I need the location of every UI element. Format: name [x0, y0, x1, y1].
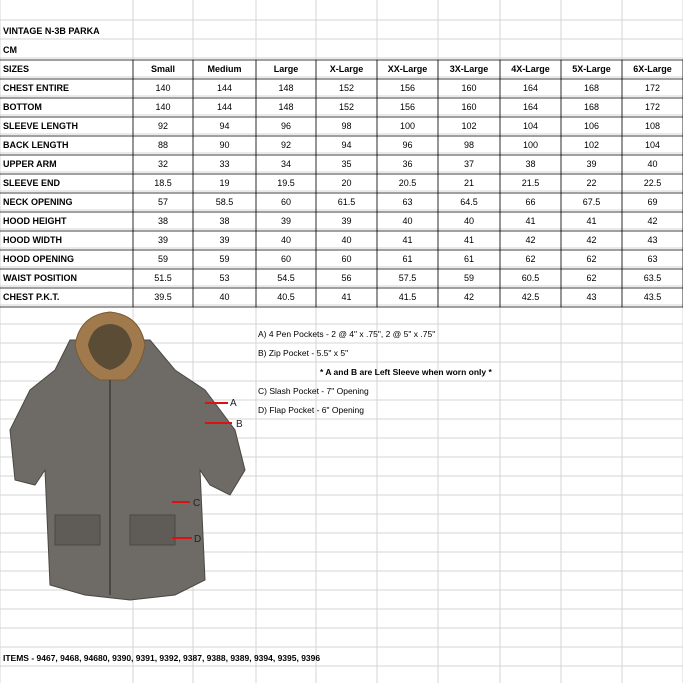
size-header: 6X-Large: [633, 64, 672, 74]
table-cell: 106: [583, 121, 600, 131]
row-label: UPPER ARM: [3, 159, 57, 169]
table-cell: 148: [278, 83, 294, 93]
row-label: HOOD OPENING: [3, 254, 75, 264]
table-cell: 57: [157, 197, 168, 207]
table-cell: 43.5: [643, 292, 662, 302]
table-cell: 57.5: [398, 273, 417, 283]
table-cell: 67.5: [582, 197, 601, 207]
table-cell: 140: [155, 83, 171, 93]
callout-b: B: [236, 419, 243, 430]
table-cell: 39: [586, 159, 597, 169]
row-label: HOOD WIDTH: [3, 235, 62, 245]
table-cell: 36: [402, 159, 413, 169]
table-cell: 62: [586, 273, 597, 283]
note-c: C) Slash Pocket - 7" Opening: [258, 386, 369, 396]
table-cell: 40: [463, 216, 474, 226]
size-header: 5X-Large: [572, 64, 611, 74]
table-cell: 144: [216, 83, 233, 93]
table-cell: 164: [522, 102, 539, 112]
row-label: SLEEVE LENGTH: [3, 121, 79, 131]
table-cell: 39: [280, 216, 291, 226]
table-cell: 104: [522, 121, 539, 131]
table-cell: 42: [586, 235, 597, 245]
row-label: BACK LENGTH: [3, 140, 69, 150]
row-label: BOTTOM: [3, 102, 42, 112]
callout-d: D: [194, 534, 202, 545]
table-cell: 160: [461, 83, 477, 93]
table-cell: 22: [586, 178, 597, 188]
table-cell: 96: [280, 121, 291, 131]
note-d: D) Flap Pocket - 6" Opening: [258, 405, 365, 415]
table-cell: 20.5: [398, 178, 417, 188]
row-label: CHEST P.K.T.: [3, 292, 60, 302]
table-cell: 160: [461, 102, 477, 112]
table-cell: 51.5: [154, 273, 172, 283]
table-cell: 42: [647, 216, 658, 226]
table-cell: 148: [278, 102, 294, 112]
table-cell: 64.5: [460, 197, 478, 207]
table-cell: 63: [402, 197, 413, 207]
table-cell: 62: [525, 254, 536, 264]
table-cell: 38: [219, 216, 230, 226]
table-cell: 33: [219, 159, 230, 169]
table-cell: 41: [402, 235, 413, 245]
note-ab: * A and B are Left Sleeve when worn only *: [320, 367, 492, 377]
table-cell: 53: [219, 273, 230, 283]
table-cell: 92: [157, 121, 168, 131]
table-cell: 41: [586, 216, 597, 226]
table-cell: 62: [586, 254, 597, 264]
table-cell: 38: [525, 159, 536, 169]
table-cell: 38: [157, 216, 168, 226]
table-cell: 32: [157, 159, 168, 169]
table-cell: 41: [525, 216, 536, 226]
table-cell: 39.5: [154, 292, 172, 302]
table-cell: 63.5: [643, 273, 662, 283]
table-cell: 39: [157, 235, 168, 245]
callout-c: C: [193, 498, 201, 509]
note-a: A) 4 Pen Pockets - 2 @ 4" x .75", 2 @ 5" x .75": [258, 329, 436, 339]
table-cell: 40: [219, 292, 230, 302]
table-cell: 100: [522, 140, 539, 150]
table-cell: 54.5: [277, 273, 295, 283]
table-cell: 140: [155, 102, 171, 112]
size-header: Large: [273, 64, 299, 74]
table-cell: 90: [219, 140, 230, 150]
table-cell: 40: [341, 235, 352, 245]
table-cell: 102: [461, 121, 477, 131]
table-cell: 144: [216, 102, 233, 112]
table-cell: 88: [157, 140, 168, 150]
size-header: Medium: [207, 64, 242, 74]
table-cell: 35: [341, 159, 352, 169]
size-header: 4X-Large: [511, 64, 550, 74]
table-cell: 61: [402, 254, 413, 264]
table-cell: 42: [525, 235, 536, 245]
table-cell: 59: [219, 254, 230, 264]
row-label: WAIST POSITION: [3, 273, 78, 283]
table-cell: 152: [338, 102, 355, 112]
table-cell: 56: [341, 273, 352, 283]
table-cell: 42: [463, 292, 474, 302]
size-header: X-Large: [329, 64, 364, 74]
table-cell: 39: [341, 216, 352, 226]
table-cell: 61: [463, 254, 474, 264]
table-cell: 41.5: [398, 292, 417, 302]
table-cell: 60: [280, 197, 291, 207]
table-cell: 92: [280, 140, 291, 150]
table-cell: 34: [280, 159, 291, 169]
table-cell: 41: [341, 292, 352, 302]
table-cell: 43: [586, 292, 597, 302]
note-b: B) Zip Pocket - 5.5" x 5": [258, 348, 349, 358]
table-cell: 98: [463, 140, 474, 150]
table-cell: 100: [399, 121, 416, 131]
sizes-label: SIZES: [3, 64, 30, 74]
table-cell: 40: [647, 159, 658, 169]
table-cell: 66: [525, 197, 536, 207]
unit-label: CM: [3, 45, 17, 55]
table-cell: 94: [219, 121, 230, 131]
size-header: XX-Large: [387, 64, 428, 74]
size-header: 3X-Large: [449, 64, 489, 74]
table-cell: 22.5: [643, 178, 662, 188]
parka-image: [0, 310, 250, 605]
table-cell: 41: [463, 235, 474, 245]
table-cell: 18.5: [154, 178, 172, 188]
table-cell: 40.5: [277, 292, 295, 302]
table-cell: 21: [463, 178, 474, 188]
row-label: CHEST ENTIRE: [3, 83, 70, 93]
table-cell: 102: [583, 140, 600, 150]
table-cell: 172: [644, 102, 661, 112]
table-cell: 98: [341, 121, 352, 131]
table-cell: 69: [647, 197, 658, 207]
table-cell: 152: [338, 83, 355, 93]
table-cell: 60: [341, 254, 352, 264]
row-label: HOOD HEIGHT: [3, 216, 67, 226]
size-header: Small: [150, 64, 175, 74]
table-cell: 42.5: [521, 292, 540, 302]
table-cell: 59: [157, 254, 168, 264]
table-cell: 39: [219, 235, 230, 245]
table-cell: 96: [402, 140, 413, 150]
table-cell: 172: [644, 83, 661, 93]
table-cell: 43: [647, 235, 658, 245]
table-cell: 19.5: [277, 178, 295, 188]
table-cell: 37: [463, 159, 474, 169]
table-cell: 94: [341, 140, 352, 150]
table-cell: 60: [280, 254, 291, 264]
table-cell: 61.5: [337, 197, 356, 207]
table-cell: 40: [280, 235, 291, 245]
row-label: NECK OPENING: [3, 197, 73, 207]
table-cell: 40: [402, 216, 413, 226]
table-cell: 164: [522, 83, 539, 93]
table-cell: 60.5: [521, 273, 540, 283]
table-cell: 59: [463, 273, 474, 283]
table-cell: 168: [583, 102, 600, 112]
table-cell: 63: [647, 254, 658, 264]
callout-a: A: [230, 398, 237, 409]
table-cell: 58.5: [215, 197, 234, 207]
table-cell: 108: [644, 121, 661, 131]
table-cell: 168: [583, 83, 600, 93]
table-cell: 20: [341, 178, 352, 188]
table-cell: 21.5: [521, 178, 540, 188]
table-cell: 19: [219, 178, 230, 188]
table-cell: 156: [399, 83, 416, 93]
items-list: ITEMS - 9467, 9468, 94680, 9390, 9391, 9392, 9387, 9388, 9389, 9394, 9395, 9396: [3, 653, 321, 663]
table-cell: 104: [644, 140, 661, 150]
table-cell: 156: [399, 102, 416, 112]
page-title: VINTAGE N-3B PARKA: [3, 26, 100, 36]
row-label: SLEEVE END: [3, 178, 61, 188]
